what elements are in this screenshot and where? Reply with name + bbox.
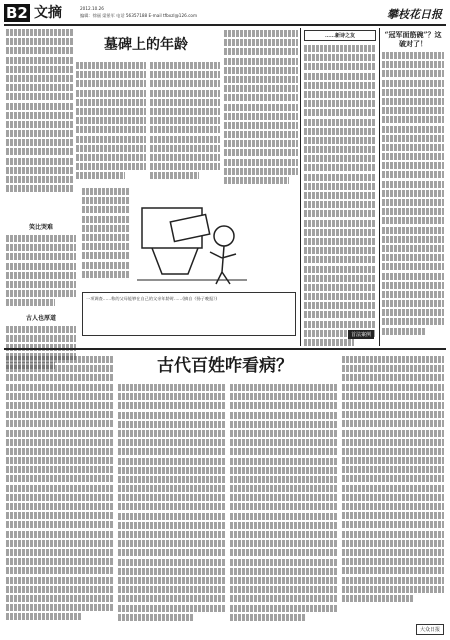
right-bottom-tag: 首法案例 [348, 330, 374, 339]
footer-right: 大众日报 [416, 624, 444, 635]
gratitude-title: 笑比哭难 [28, 224, 53, 231]
masthead [4, 4, 446, 24]
illustration-cartoon [132, 188, 252, 288]
illustration-caption: 一项调查……称的父母能够在自己的父亲年龄时……(摘自《扬子晚报》) [82, 292, 296, 336]
bottom-body-2 [118, 384, 226, 632]
parent-age-body-3 [224, 30, 298, 190]
cartoon-drawing [132, 188, 252, 288]
literature-title: ……新诗之友 [304, 30, 376, 41]
section-name: 文摘 [34, 5, 62, 21]
headline-parent-age: 墓碑上的年龄 [104, 37, 188, 53]
right-top-article [382, 30, 444, 342]
bottom-body-1 [6, 356, 114, 632]
bottom-headline: 古代百姓咋看病？ [157, 356, 293, 376]
right-divider [379, 28, 380, 346]
editor-line: 编辑：徐丽 梁景军 电话 56357188 E-mail tfbxzl@126.com [80, 13, 198, 18]
gratitude-subtitle: 古人也厚道 [25, 314, 56, 322]
bottom-body-3 [230, 384, 338, 632]
literature-article [304, 30, 376, 342]
parent-age-body-2 [150, 62, 220, 182]
paper-name: 攀枝花日报 [387, 8, 442, 21]
bottom-body-4 [342, 356, 444, 616]
gratitude-article [6, 222, 76, 362]
date-line: 2012.10.26 [80, 6, 104, 11]
right-top-title: “冠军面筋碗”？这破对了！ [384, 30, 442, 48]
section-code: B2 [6, 4, 28, 22]
left-lead-block [6, 29, 74, 199]
parent-age-body-1 [76, 62, 146, 182]
masthead-rule [4, 24, 446, 26]
column-divider [300, 28, 301, 346]
bottom-rule [4, 348, 446, 350]
mid-body [82, 188, 130, 284]
